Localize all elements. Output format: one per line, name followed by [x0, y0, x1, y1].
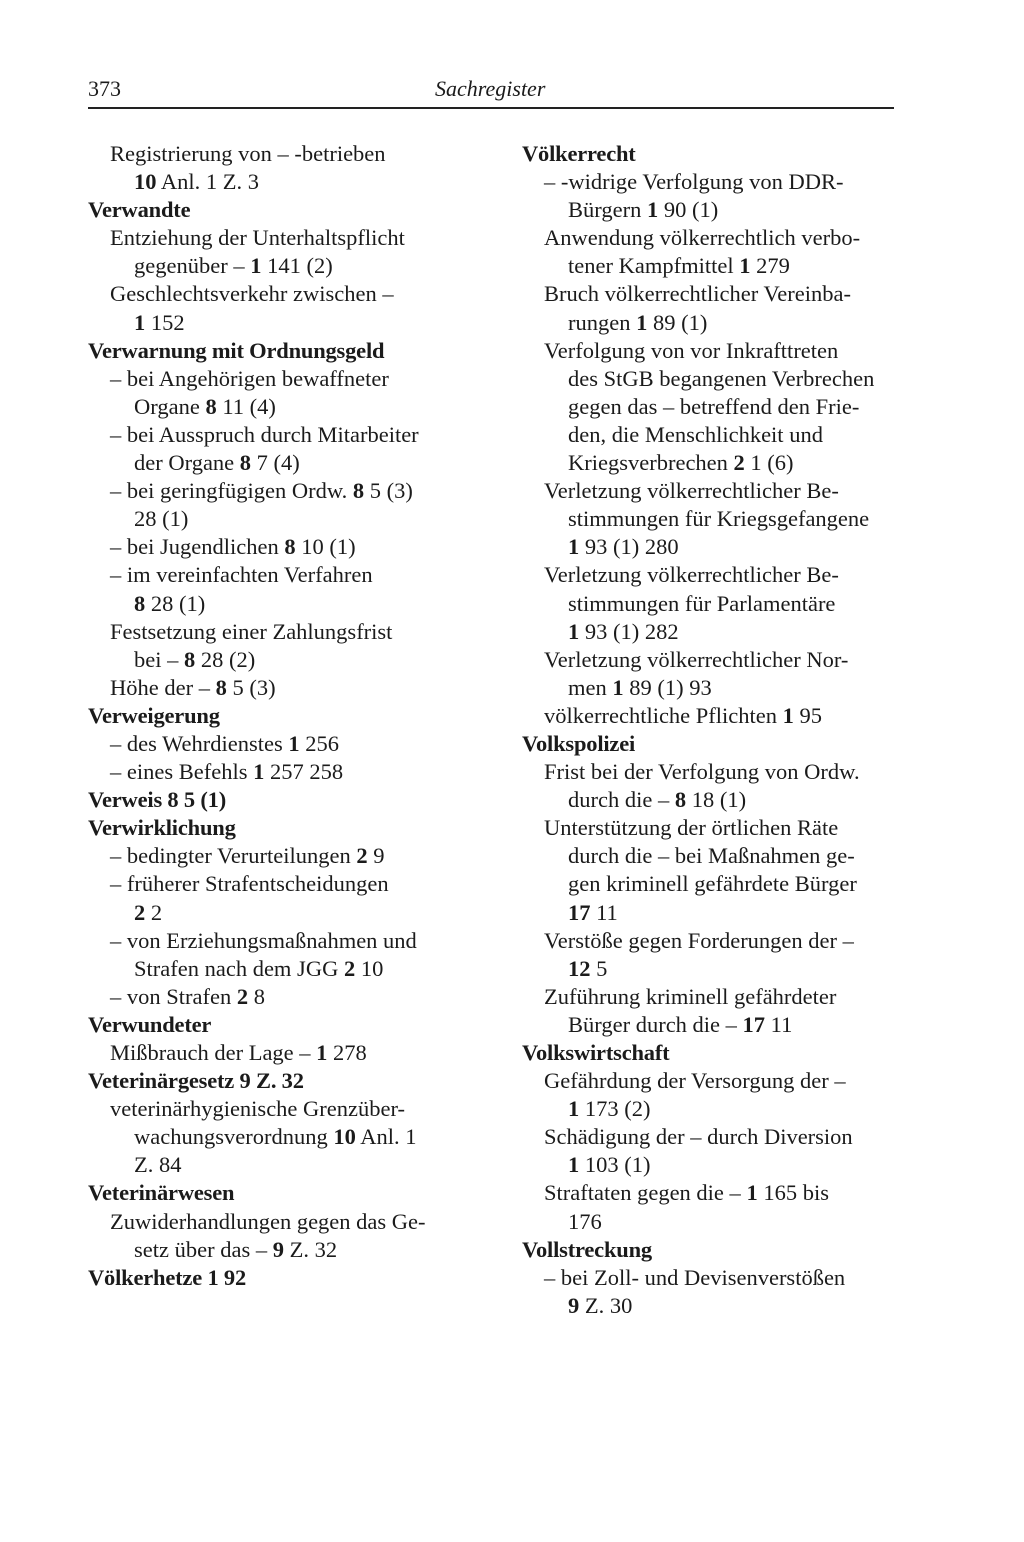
section-ref: 5 (1)	[178, 787, 227, 813]
index-entry	[88, 842, 478, 870]
index-entry	[522, 1123, 902, 1151]
heading-text: Verwirklichung	[88, 815, 236, 841]
index-entry	[88, 983, 478, 1011]
section-ref: 93 (1) 280	[579, 534, 679, 560]
index-heading	[88, 1067, 478, 1095]
entry-text: Bürger durch die –	[568, 1011, 743, 1037]
index-entry	[522, 1208, 902, 1236]
entry-text: tener Kampfmittel	[568, 253, 740, 279]
volume-ref: 9	[568, 1292, 580, 1318]
heading-text: Verweis	[88, 787, 162, 813]
index-entry	[88, 927, 478, 955]
index-heading	[88, 702, 478, 730]
entry-text: bei –	[134, 646, 184, 672]
entry-text: Organe	[134, 393, 206, 419]
index-entry	[88, 646, 478, 674]
section-ref: 28 (2)	[195, 646, 256, 672]
entry-text: durch die – bei Maßnahmen ge-	[568, 843, 855, 869]
volume-ref: 1	[134, 309, 146, 335]
heading-text: Verweigerung	[88, 702, 220, 728]
entry-text: Mißbrauch der Lage –	[110, 1040, 317, 1065]
volume-ref: 1	[250, 253, 262, 279]
index-heading	[88, 1264, 478, 1292]
index-entry	[522, 870, 902, 898]
volume-ref: 9	[272, 1236, 284, 1262]
index-heading	[88, 337, 478, 365]
heading-text: Vollstreckung	[522, 1236, 652, 1262]
entry-text: – bei Zoll- und Devisenverstößen	[544, 1264, 846, 1290]
page-number: 373	[88, 76, 121, 101]
index-entry	[522, 421, 902, 449]
index-entry	[88, 224, 478, 252]
entry-text: – -widrige Verfolgung von DDR-	[544, 169, 844, 195]
index-heading	[88, 1179, 478, 1207]
index-column-left	[88, 140, 478, 1292]
index-entry	[522, 168, 902, 196]
index-heading	[522, 730, 902, 758]
entry-text: – von Strafen	[110, 983, 237, 1009]
section-ref: 173 (2)	[579, 1096, 651, 1122]
entry-text: – früherer Strafentscheidungen	[110, 871, 389, 897]
volume-ref: 1	[253, 759, 265, 785]
index-entry	[522, 533, 902, 561]
index-entry	[88, 590, 478, 618]
section-ref: 5 (3)	[226, 674, 276, 700]
section-ref: 141 (2)	[261, 253, 333, 279]
index-heading	[522, 1236, 902, 1264]
volume-ref: 8	[239, 450, 252, 476]
volume-ref: 8	[674, 787, 687, 813]
index-entry	[522, 505, 902, 533]
entry-text: den, die Menschlichkeit und	[568, 421, 823, 447]
volume-ref: 9	[234, 1068, 251, 1094]
heading-text: Verwarnung mit Ordnungsgeld	[88, 337, 385, 363]
volume-ref: 8	[134, 590, 146, 616]
section-ref: 92	[218, 1264, 247, 1290]
index-entry	[522, 393, 902, 421]
volume-ref: 1	[612, 674, 624, 700]
section-ref: 11	[765, 1011, 793, 1037]
index-heading	[88, 786, 478, 814]
volume-ref: 1	[202, 1264, 219, 1290]
volume-ref: 1	[739, 253, 751, 279]
volume-ref: 1	[316, 1040, 328, 1065]
index-entry	[88, 505, 478, 533]
entry-text: des StGB begangenen Verbrechen	[568, 365, 875, 391]
index-entry	[522, 1067, 902, 1095]
index-entry	[522, 196, 902, 224]
volume-ref: 1	[636, 309, 648, 335]
index-entry	[88, 955, 478, 983]
section-ref: 257 258	[264, 759, 344, 785]
volume-ref: 1	[568, 1096, 580, 1122]
volume-ref: 2	[134, 899, 146, 925]
index-entry	[522, 337, 902, 365]
volume-ref: 1	[646, 197, 659, 223]
index-heading	[522, 1039, 902, 1067]
index-entry	[522, 365, 902, 393]
index-entry	[88, 1208, 478, 1236]
volume-ref: 1	[568, 618, 580, 644]
entry-text: gen kriminell gefährdete Bürger	[568, 871, 857, 897]
volume-ref: 10	[333, 1124, 356, 1150]
volume-ref: 2	[733, 450, 745, 476]
entry-text: Verletzung völkerrechtlicher Be-	[544, 478, 839, 504]
entry-text: Verfolgung von vor Inkrafttreten	[544, 337, 839, 363]
index-entry	[88, 730, 478, 758]
index-heading	[522, 140, 902, 168]
entry-text: Anwendung völkerrechtlich verbo-	[544, 225, 861, 251]
section-ref: 165 bis	[757, 1180, 829, 1206]
heading-text: Verwandte	[88, 197, 191, 223]
index-entry	[88, 309, 478, 337]
index-entry	[88, 477, 478, 505]
running-title: Sachregister	[435, 76, 546, 101]
section-ref: 5 (3)	[364, 478, 413, 504]
heading-text: Volkswirtschaft	[522, 1040, 670, 1065]
entry-text: – des Wehrdienstes	[110, 730, 289, 756]
index-entry	[88, 280, 478, 308]
section-ref: Anl. 1 Z. 3	[156, 169, 260, 195]
index-entry	[88, 561, 478, 589]
entry-text: Verletzung völkerrechtlicher Be-	[544, 562, 839, 588]
volume-ref: 12	[568, 955, 591, 981]
entry-text: Zuführung kriminell gefährdeter	[544, 983, 837, 1009]
volume-ref: 2	[236, 983, 249, 1009]
page-header	[88, 76, 894, 108]
section-ref: 103 (1)	[579, 1152, 651, 1178]
index-entry	[522, 786, 902, 814]
entry-text: Verstöße gegen Forderungen der –	[544, 927, 854, 953]
section-ref: 95	[793, 702, 823, 728]
entry-text: der Organe	[134, 450, 240, 476]
entry-text: – bei Jugendlichen	[110, 534, 285, 560]
index-entry	[88, 1123, 478, 1151]
section-ref: 10	[355, 955, 384, 981]
section-ref: Anl. 1	[355, 1124, 417, 1150]
entry-text: durch die –	[568, 787, 675, 813]
entry-text: – bei Angehörigen bewaffneter	[110, 365, 389, 391]
heading-text: Volkspolizei	[522, 730, 636, 756]
entry-text: Registrierung von – -betrieben	[110, 141, 386, 166]
entry-text: stimmungen für Parlamentäre	[568, 590, 836, 616]
section-ref: 152	[145, 309, 185, 335]
volume-ref: 10	[134, 169, 157, 195]
entry-text: Höhe der –	[110, 674, 216, 700]
volume-ref: 8	[162, 787, 179, 813]
index-entry	[522, 309, 902, 337]
entry-text: Zuwiderhandlungen gegen das Ge-	[110, 1208, 426, 1234]
entry-text: Schädigung der – durch Diversion	[544, 1124, 853, 1150]
index-entry	[522, 590, 902, 618]
volume-ref: 1	[288, 730, 300, 756]
entry-text: – bedingter Verurteilungen	[110, 843, 357, 869]
index-entry	[522, 955, 902, 983]
index-heading	[88, 1011, 478, 1039]
heading-text: Verwundeter	[88, 1011, 212, 1037]
volume-ref: 2	[356, 843, 368, 869]
entry-text: 176	[568, 1208, 602, 1234]
index-entry	[88, 758, 478, 786]
section-ref: 5	[590, 955, 608, 981]
index-column-right	[522, 140, 902, 1320]
section-ref: 93 (1) 282	[579, 618, 679, 644]
entry-text: Bürgern	[568, 197, 647, 223]
heading-text: Völkerhetze	[88, 1264, 203, 1290]
index-entry	[88, 393, 478, 421]
index-entry	[522, 561, 902, 589]
index-entry	[522, 252, 902, 280]
index-entry	[522, 646, 902, 674]
index-entry	[88, 252, 478, 280]
section-ref: 279	[750, 253, 790, 279]
index-entry	[522, 1151, 902, 1179]
volume-ref: 1	[568, 534, 580, 560]
entry-text: 28 (1)	[134, 506, 189, 532]
section-ref: Z. 32	[283, 1236, 338, 1262]
entry-text: gegen das – betreffend den Frie-	[568, 393, 860, 419]
index-entry	[522, 674, 902, 702]
index-entry	[522, 1095, 902, 1123]
entry-text: Unterstützung der örtlichen Räte	[544, 815, 839, 841]
index-entry	[88, 533, 478, 561]
section-ref: 2	[145, 899, 163, 925]
volume-ref: 2	[343, 955, 356, 981]
entry-text: völkerrechtliche Pflichten	[544, 702, 783, 728]
entry-text: Gefährdung der Versorgung der –	[544, 1068, 846, 1094]
heading-text: Veterinärgesetz	[88, 1068, 235, 1094]
index-entry	[88, 1236, 478, 1264]
entry-text: Entziehung der Unterhaltspflicht	[110, 225, 405, 251]
entry-text: Bruch völkerrechtlicher Vereinba-	[544, 281, 851, 307]
section-ref: 9	[367, 843, 385, 869]
entry-text: gegenüber –	[134, 253, 251, 279]
index-entry	[88, 1039, 478, 1067]
entry-text: Kriegsverbrechen	[568, 450, 734, 476]
index-entry	[88, 870, 478, 898]
index-entry	[522, 1264, 902, 1292]
index-heading	[88, 196, 478, 224]
volume-ref: 8	[184, 646, 196, 672]
index-entry	[522, 927, 902, 955]
index-entry	[522, 224, 902, 252]
entry-text: Z. 84	[134, 1152, 182, 1178]
entry-text: rungen	[568, 309, 637, 335]
volume-ref: 8	[352, 478, 365, 504]
index-entry	[88, 1095, 478, 1123]
index-entry	[522, 618, 902, 646]
index-entry	[88, 365, 478, 393]
section-ref: 89 (1)	[647, 309, 708, 335]
index-entry	[522, 1292, 902, 1320]
entry-text: Festsetzung einer Zahlungsfrist	[110, 618, 393, 644]
entry-text: setz über das –	[134, 1236, 273, 1262]
index-entry	[522, 702, 902, 730]
entry-text: wachungsverordnung	[134, 1124, 334, 1150]
index-entry	[522, 758, 902, 786]
entry-text: Strafen nach dem JGG	[134, 955, 344, 981]
volume-ref: 1	[782, 702, 794, 728]
entry-text: – im vereinfachten Verfahren	[110, 562, 373, 588]
section-ref: 278	[327, 1040, 367, 1065]
index-entry	[88, 1151, 478, 1179]
volume-ref: 1	[746, 1180, 758, 1206]
index-entry	[88, 140, 478, 168]
section-ref: 90 (1)	[658, 197, 719, 223]
section-ref: Z. 30	[579, 1292, 633, 1318]
volume-ref: 17	[568, 899, 591, 925]
volume-ref: 8	[205, 393, 217, 419]
section-ref: 1 (6)	[744, 450, 794, 476]
section-ref: 18 (1)	[686, 787, 747, 813]
section-ref: 89 (1) 93	[623, 674, 712, 700]
index-entry	[522, 477, 902, 505]
entry-text: – bei Ausspruch durch Mitarbeiter	[110, 421, 419, 447]
index-entry	[522, 899, 902, 927]
index-entry	[88, 449, 478, 477]
entry-text: – eines Befehls	[110, 759, 254, 785]
entry-text: Geschlechtsverkehr zwischen –	[110, 281, 394, 307]
index-entry	[88, 618, 478, 646]
entry-text: – von Erziehungsmaßnahmen und	[110, 927, 417, 953]
volume-ref: 8	[284, 534, 296, 560]
header-rule	[88, 107, 894, 109]
index-entry	[88, 899, 478, 927]
volume-ref: 8	[215, 674, 227, 700]
entry-text: Straftaten gegen die –	[544, 1180, 747, 1206]
volume-ref: 17	[742, 1011, 766, 1037]
section-ref: 256	[299, 730, 339, 756]
index-entry	[88, 674, 478, 702]
index-entry	[522, 983, 902, 1011]
heading-text: Völkerrecht	[522, 141, 636, 166]
index-entry	[522, 1179, 902, 1207]
heading-text: Veterinärwesen	[88, 1180, 235, 1206]
section-ref: 11 (4)	[216, 393, 276, 419]
index-heading	[88, 814, 478, 842]
index-entry	[522, 449, 902, 477]
entry-text: Verletzung völkerrechtlicher Nor-	[544, 646, 849, 672]
index-entry	[522, 814, 902, 842]
section-ref: 8	[248, 983, 265, 1009]
index-entry	[88, 168, 478, 196]
section-ref: 28 (1)	[145, 590, 206, 616]
section-ref: 7 (4)	[251, 450, 300, 476]
entry-text: – bei geringfügigen Ordw.	[110, 478, 353, 504]
entry-text: stimmungen für Kriegsgefangene	[568, 506, 870, 532]
index-entry	[522, 842, 902, 870]
entry-text: veterinärhygienische Grenzüber-	[110, 1096, 406, 1122]
section-ref: 11	[590, 899, 618, 925]
section-ref: 10 (1)	[295, 534, 356, 560]
section-ref: Z. 32	[250, 1068, 304, 1094]
index-entry	[88, 421, 478, 449]
volume-ref: 1	[568, 1152, 580, 1178]
entry-text: men	[568, 674, 613, 700]
index-entry	[522, 280, 902, 308]
index-entry	[522, 1011, 902, 1039]
entry-text: Frist bei der Verfolgung von Ordw.	[544, 759, 860, 785]
